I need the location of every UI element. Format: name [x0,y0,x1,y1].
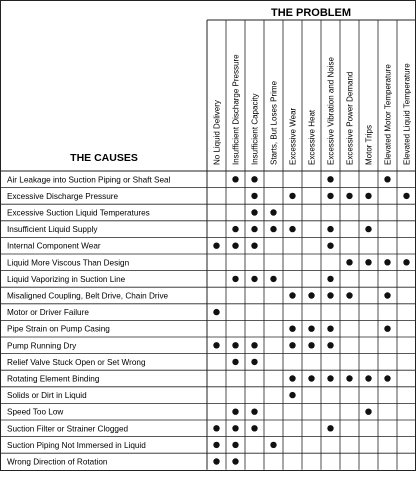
mark-dot [251,409,257,415]
cause-label: Rotating Element Binding [7,374,100,384]
cause-label: Liquid Vaporizing in Suction Line [7,274,126,284]
cause-label: Pump Running Dry [7,341,77,351]
mark-dot [403,259,409,265]
mark-dot [327,326,333,332]
mark-dot [232,276,238,282]
mark-dot [251,176,257,182]
mark-dot [384,326,390,332]
mark-dot [365,226,371,232]
mark-dot [289,226,295,232]
mark-dot [213,458,219,464]
mark-dot [270,276,276,282]
problem-header: No Liquid Delivery [212,100,222,165]
mark-dot [251,425,257,431]
mark-dot [232,442,238,448]
mark-dot [270,226,276,232]
mark-dot [213,425,219,431]
mark-dot [232,425,238,431]
mark-dot [270,442,276,448]
mark-dot [289,292,295,298]
cause-label: Air Leakage into Suction Piping or Shaft Seal [7,175,171,185]
mark-dot [365,375,371,381]
mark-dot [384,176,390,182]
mark-dot [289,342,295,348]
problem-heading: THE PROBLEM [270,7,352,19]
cause-label: Wrong Direction of Rotation [7,457,108,467]
mark-dot [384,375,390,381]
mark-dot [213,442,219,448]
mark-dot [384,259,390,265]
mark-dot [327,176,333,182]
mark-dot [251,226,257,232]
mark-dot [308,375,314,381]
mark-dot [232,226,238,232]
problem-header: Insufficient Discharge Pressure [231,54,241,165]
mark-dot [251,243,257,249]
mark-dot [289,193,295,199]
mark-dot [251,276,257,282]
mark-dot [232,409,238,415]
mark-dot [327,226,333,232]
mark-dot [327,243,333,249]
cause-label: Motor or Driver Failure [7,308,89,318]
mark-dot [251,359,257,365]
mark-dot [346,259,352,265]
mark-dot [232,342,238,348]
mark-dot [365,193,371,199]
problem-header: Excessive Heat [307,109,317,165]
mark-dot [289,375,295,381]
problem-header: Insufficient Capacity [250,93,260,165]
mark-dot [365,409,371,415]
mark-dot [251,209,257,215]
mark-dot [365,259,371,265]
mark-dot [308,326,314,332]
problem-header: Starts, But Loses Prime [269,80,279,165]
mark-dot [327,292,333,298]
problem-header: Excessive Wear [288,107,298,165]
mark-dot [251,193,257,199]
cause-label: Suction Piping Not Immersed in Liquid [7,440,146,450]
mark-dot [327,276,333,282]
cause-label: Liquid More Viscous Than Design [7,258,130,268]
problem-header: Motor Trips [364,124,374,165]
cause-label: Misaligned Coupling, Belt Drive, Chain Drive [7,291,169,301]
cause-label: Excessive Discharge Pressure [7,191,119,201]
mark-dot [327,375,333,381]
mark-dot [384,292,390,298]
mark-dot [213,309,219,315]
mark-dot [346,292,352,298]
cause-label: Excessive Suction Liquid Temperatures [7,208,150,218]
mark-dot [403,193,409,199]
causes-heading: THE CAUSES [70,152,138,164]
mark-dot [327,193,333,199]
problem-header: Excessive Power Demand [345,71,355,165]
mark-dot [213,243,219,249]
mark-dot [232,243,238,249]
cause-label: Insufficient Liquid Supply [7,225,98,235]
mark-dot [308,292,314,298]
mark-dot [289,326,295,332]
mark-dot [346,193,352,199]
mark-dot [213,342,219,348]
cause-label: Solids or Dirt in Liquid [7,391,87,401]
problem-header: Elevated Liquid Temperature [402,63,412,165]
cause-label: Suction Filter or Strainer Clogged [7,424,129,434]
mark-dot [327,425,333,431]
problem-header: Excessive Vibration and Noise [326,57,336,165]
cause-label: Pipe Strain on Pump Casing [7,324,110,334]
mark-dot [270,209,276,215]
mark-dot [251,342,257,348]
cause-label: Speed Too Low [7,407,64,417]
problem-header: Elevated Motor Temperature [383,64,393,165]
cause-label: Internal Component Wear [7,241,101,251]
mark-dot [327,342,333,348]
mark-dot [232,176,238,182]
mark-dot [346,375,352,381]
cause-label: Relief Valve Stuck Open or Set Wrong [7,357,146,367]
mark-dot [232,458,238,464]
mark-dot [289,392,295,398]
mark-dot [308,342,314,348]
mark-dot [232,359,238,365]
